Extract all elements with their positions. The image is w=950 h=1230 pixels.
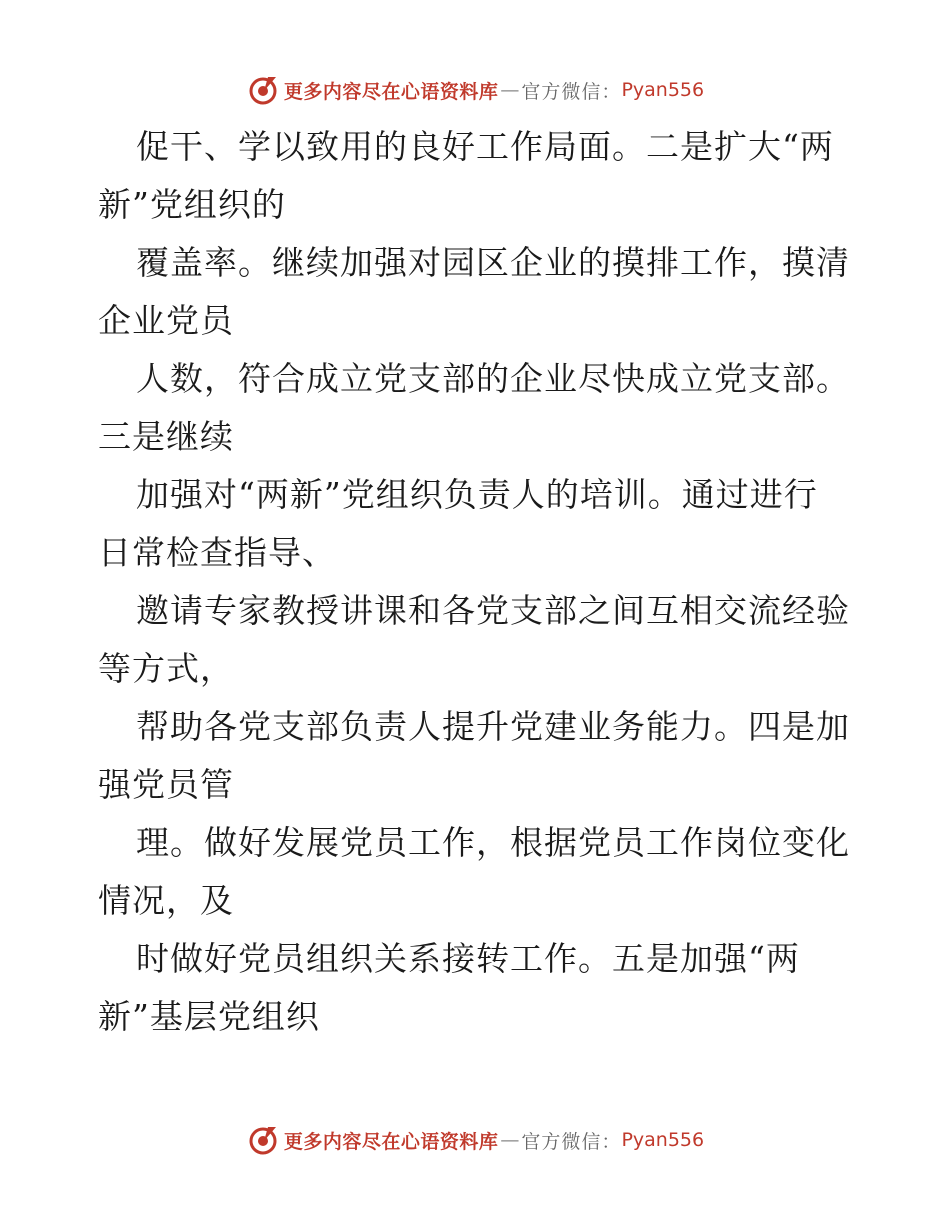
body-line: 时做好党员组织关系接转工作。五是加强“两 — [136, 939, 800, 978]
header-site-label: 更多内容尽在心语资料库 — [283, 80, 499, 103]
header-banner — [0, 70, 950, 110]
header-wechat-label: 官方微信： — [521, 80, 622, 103]
body-line: 企业党员 — [98, 301, 234, 340]
body-line: 人数，符合成立党支部的企业尽快成立党支部。 — [136, 359, 850, 398]
body-line: 强党员管 — [98, 765, 234, 804]
footer-separator: — — [500, 1129, 520, 1151]
body-line: 情况，及 — [98, 881, 234, 920]
body-line: 日常检查指导、 — [98, 533, 336, 572]
body-line: 等方式， — [98, 649, 234, 688]
brush-pen-logo-icon — [246, 1123, 280, 1157]
body-line: 新”基层党组织 — [98, 997, 320, 1036]
brush-pen-logo-icon — [246, 73, 280, 107]
body-line: 覆盖率。继续加强对园区企业的摸排工作，摸清 — [136, 243, 850, 282]
header-separator: — — [500, 79, 520, 101]
footer-wechat-label: 官方微信： — [521, 1130, 622, 1153]
body-line: 促干、学以致用的良好工作局面。二是扩大“两 — [136, 127, 834, 166]
footer-site-label: 更多内容尽在心语资料库 — [283, 1130, 499, 1153]
body-line: 三是继续 — [98, 417, 234, 456]
body-line: 帮助各党支部负责人提升党建业务能力。四是加 — [136, 707, 850, 746]
body-line: 加强对“两新”党组织负责人的培训。通过进行 — [136, 475, 818, 514]
header-wechat-id: Pyan556 — [621, 79, 705, 101]
body-line: 新”党组织的 — [98, 185, 286, 224]
document-body — [98, 118, 858, 1046]
footer-wechat-id: Pyan556 — [621, 1129, 705, 1151]
footer-banner — [0, 1120, 950, 1160]
body-line: 理。做好发展党员工作，根据党员工作岗位变化 — [136, 823, 850, 862]
body-line: 邀请专家教授讲课和各党支部之间互相交流经验 — [136, 591, 850, 630]
